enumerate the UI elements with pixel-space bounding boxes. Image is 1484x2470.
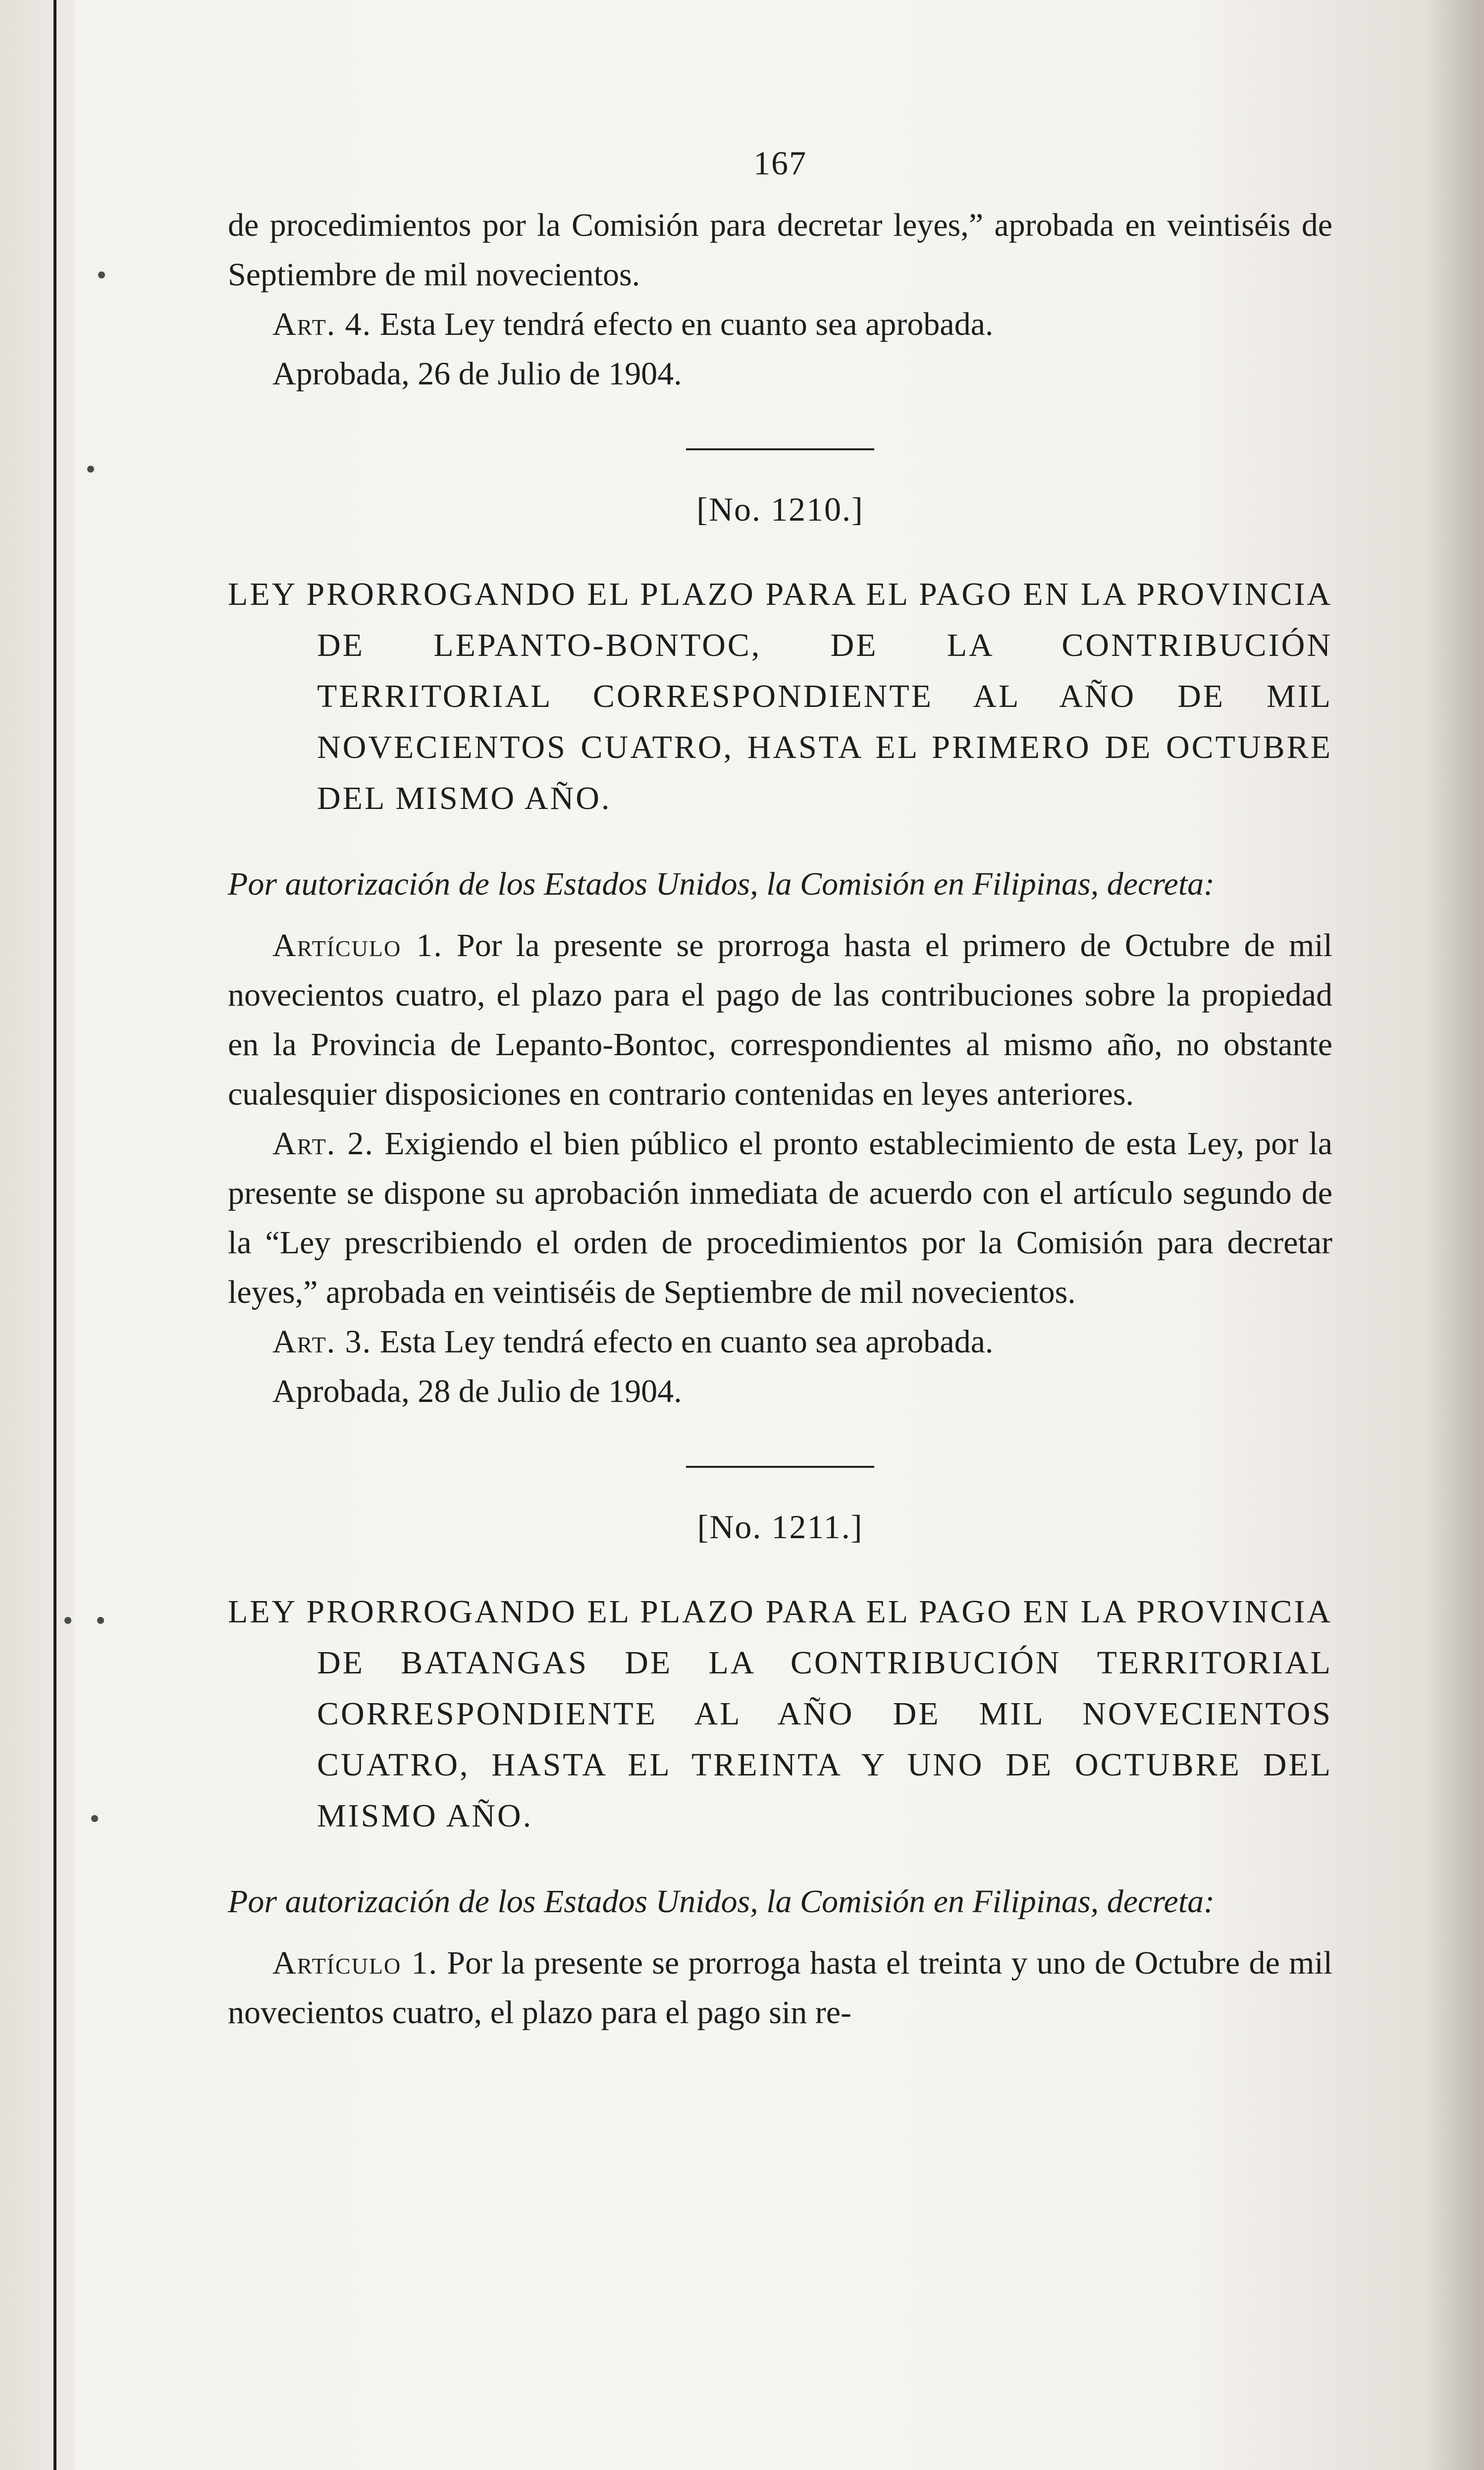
article-text: Por la presente se prorroga hasta el primero de Octubre de mil novecientos cuatro, el plazo para el pago de las contribuciones sobre la propiedad en la Provincia de Lepanto-Bontoc, correspondientes al mismo año, no obstante cualesquier disposiciones en contrario contenidas en leyes anteriores. <box>228 927 1332 1112</box>
scan-speck <box>64 1617 71 1624</box>
article-label: Art. 2. <box>272 1126 374 1162</box>
scan-speck <box>98 271 105 278</box>
scan-speck <box>91 1815 98 1822</box>
article-label: Art. 4. <box>272 306 372 342</box>
article-text: Esta Ley tendrá efecto en cuanto sea aprobada. <box>379 306 994 342</box>
page-text-body <box>228 144 1332 2038</box>
section-divider <box>686 1466 874 1468</box>
page-left-margin <box>0 0 74 2470</box>
article-label: Art. 3. <box>272 1324 372 1360</box>
article-paragraph <box>228 1317 1332 1367</box>
decree-formula: Por autorización de los Estados Unidos, la Comisión en Filipinas, decreta: <box>228 866 1215 902</box>
article-paragraph <box>228 921 1332 1119</box>
book-spine-edge <box>53 0 56 2470</box>
article-paragraph <box>228 1119 1332 1317</box>
article-label: Artículo 1. <box>272 1945 438 1981</box>
carry-over-paragraph: de procedimientos por la Comisión para decretar leyes,” aprobada en veintiséis de Septiembre de mil novecientos. <box>228 207 1332 293</box>
law-title: LEY PRORROGANDO EL PLAZO PARA EL PAGO EN LA PROVINCIA DE BATANGAS DE LA CONTRIBUCIÓN TERRITORIAL CORRESPONDIENTE AL AÑO DE MIL NOVECIENTOS CUATRO, HASTA EL TREINTA Y UNO DE OCTUBRE DEL MISMO AÑO. <box>228 1594 1332 1834</box>
scan-speck <box>97 1617 104 1624</box>
law-number: [No. 1211.] <box>697 1508 863 1546</box>
scan-speck <box>87 466 94 473</box>
page-right-shadow <box>1425 0 1484 2470</box>
law-number: [No. 1210.] <box>696 490 864 528</box>
article-text: Exigiendo el bien público el pronto establecimiento de esta Ley, por la presente se dispone su aprobación inmediata de acuerdo con el artículo segundo de la “Ley prescribiendo el orden de procedimientos por la Comisión para decretar leyes,” aprobada en veintiséis de Septiembre de mil novecientos. <box>228 1126 1332 1310</box>
approval-date: Aprobada, 26 de Julio de 1904. <box>272 356 682 392</box>
article-paragraph <box>228 1938 1332 2038</box>
article-text: Esta Ley tendrá efecto en cuanto sea aprobada. <box>379 1324 994 1360</box>
decree-formula: Por autorización de los Estados Unidos, la Comisión en Filipinas, decreta: <box>228 1883 1215 1920</box>
section-divider <box>686 448 874 450</box>
law-title: LEY PRORROGANDO EL PLAZO PARA EL PAGO EN LA PROVINCIA DE LEPANTO-BONTOC, DE LA CONTRIBUCIÓN TERRITORIAL CORRESPONDIENTE AL AÑO DE MIL NOVECIENTOS CUATRO, HASTA EL PRIMERO DE OCTUBRE DEL MISMO AÑO. <box>228 576 1332 816</box>
approval-date: Aprobada, 28 de Julio de 1904. <box>272 1373 682 1409</box>
article-text: Por la presente se prorroga hasta el treinta y uno de Octubre de mil novecientos cuatro, el plazo para el pago sin re- <box>228 1945 1333 2031</box>
article-paragraph <box>228 300 1332 349</box>
article-label: Artículo 1. <box>272 927 443 964</box>
page-number: 167 <box>753 144 807 182</box>
